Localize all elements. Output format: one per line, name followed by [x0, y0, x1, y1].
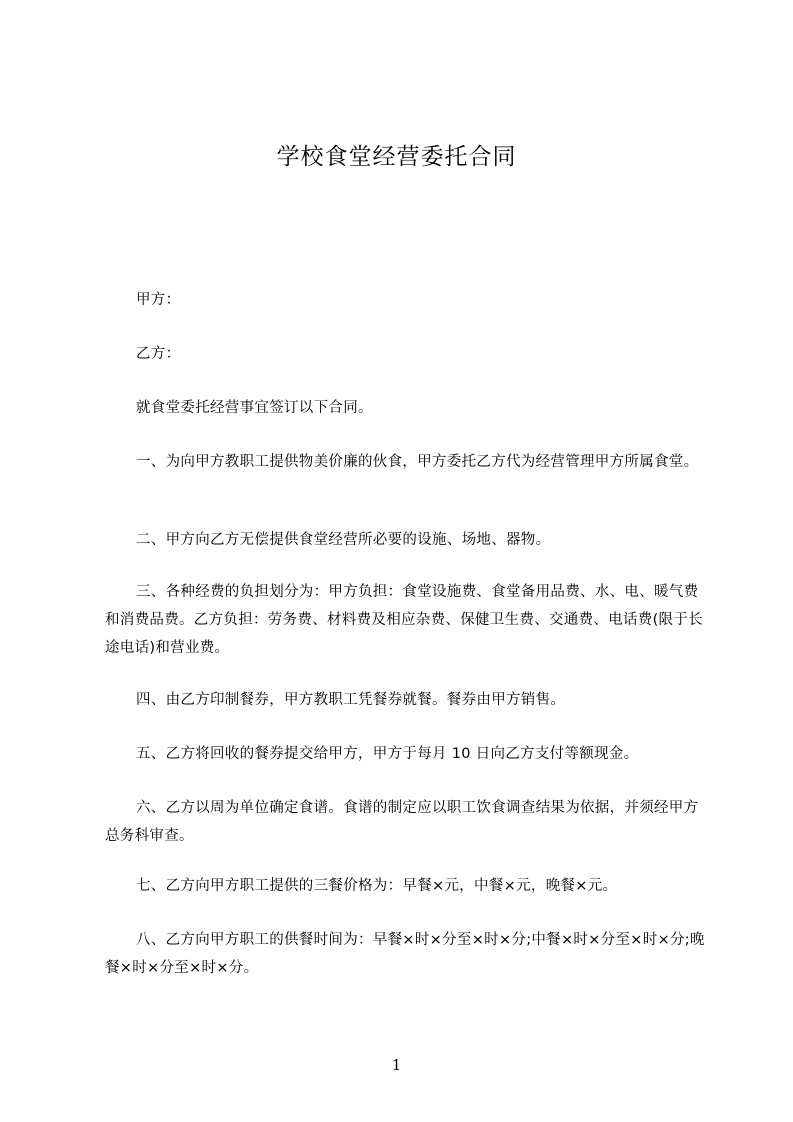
clause-2: 二、甲方向乙方无偿提供食堂经营所必要的设施、场地、器物。 — [136, 532, 551, 548]
party-a-line: 甲方： — [136, 292, 181, 308]
party-b-line: 乙方： — [136, 346, 181, 362]
document-title: 学校食堂经营委托合同 — [276, 144, 517, 170]
intro-paragraph: 就食堂委托经营事宜签订以下合同。 — [136, 400, 373, 416]
clause-7: 七、乙方向甲方职工提供的三餐价格为：早餐×元，中餐×元，晚餐×元。 — [136, 878, 618, 894]
clause-3: 三、各种经费的负担划分为：甲方负担：食堂设施费、食堂备用品费、水、电、暖气费和消费品费。乙方负担：劳务费、材料费及相应杂费、保健卫生费、交通费、电话费(限于长途电话)和营业费。 — [105, 584, 703, 656]
clause-5: 五、乙方将回收的餐券提交给甲方，甲方于每月 10 日向乙方支付等额现金。 — [136, 746, 639, 762]
clause-6: 六、乙方以周为单位确定食谱。食谱的制定应以职工饮食调查结果为依据，并须经甲方总务科审查。 — [105, 800, 699, 844]
clause-8: 八、乙方向甲方职工的供餐时间为：早餐×时×分至×时×分;中餐×时×分至×时×分;晚餐×时×分至×时×分。 — [105, 932, 705, 976]
clause-4: 四、由乙方印制餐券，甲方教职工凭餐券就餐。餐券由甲方销售。 — [136, 692, 566, 708]
page-number: 1 — [391, 1056, 402, 1074]
clause-1: 一、为向甲方教职工提供物美价廉的伙食，甲方委托乙方代为经营管理甲方所属食堂。 — [136, 454, 699, 470]
